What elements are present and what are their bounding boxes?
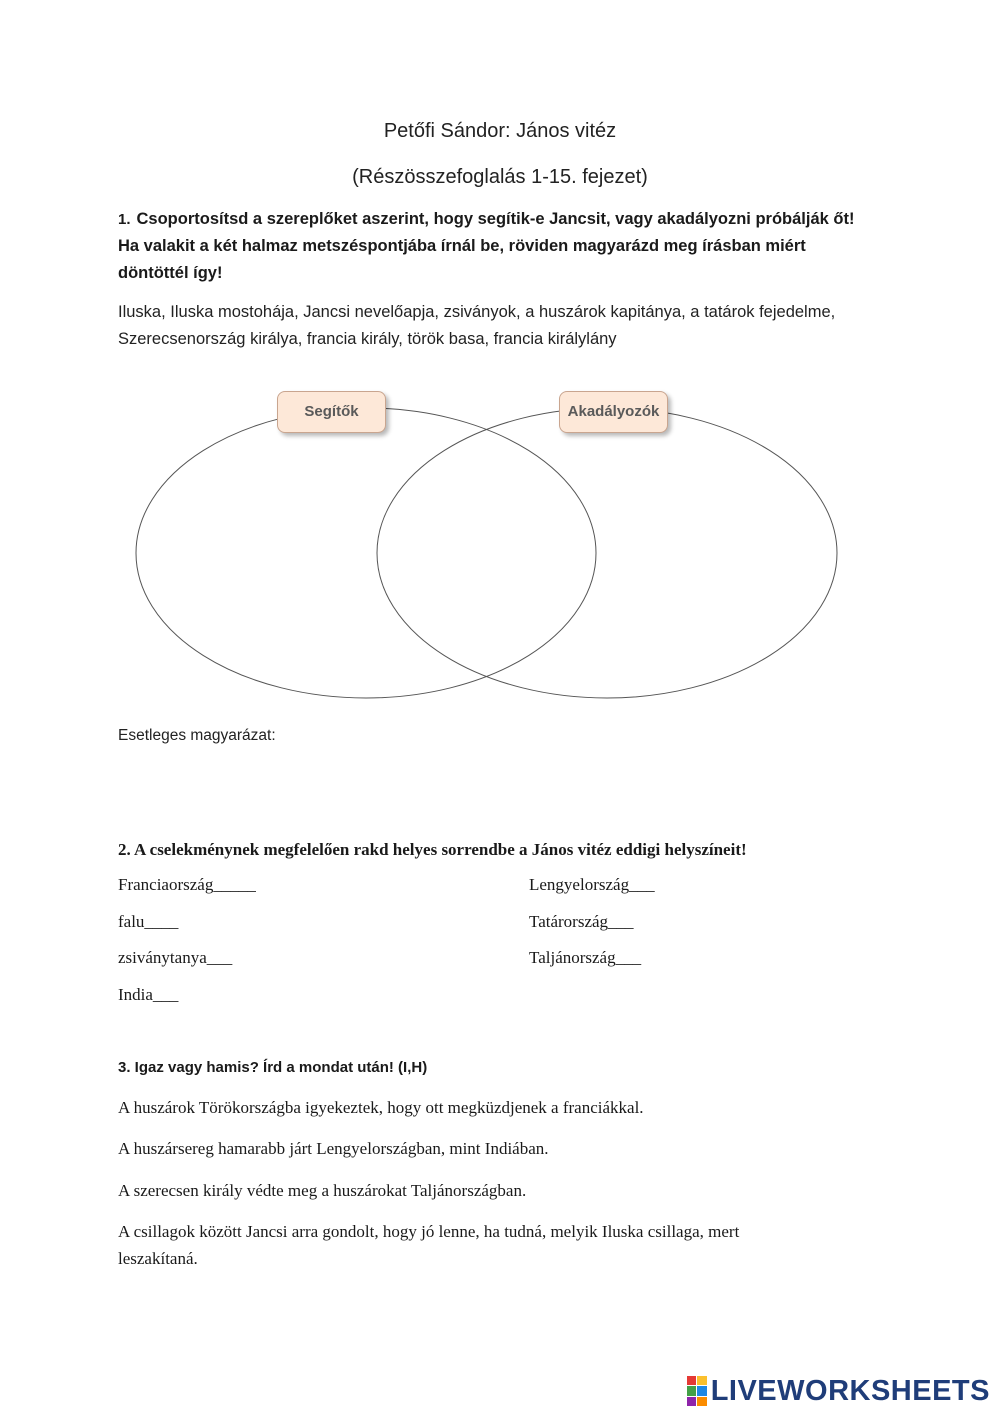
- explanation-label: Esetleges magyarázat:: [118, 727, 276, 744]
- venn-diagram: [0, 380, 1000, 710]
- logo-blocks-icon: [687, 1376, 707, 1406]
- statement[interactable]: A huszársereg hamarabb járt Lengyelországban, mint Indiában.: [118, 1139, 549, 1158]
- statement[interactable]: A szerecsen király védte meg a huszárokat Taljánországban.: [118, 1181, 527, 1200]
- venn-left-circle[interactable]: [136, 408, 596, 698]
- page-title: Petőfi Sándor: János vitéz: [383, 120, 617, 142]
- liveworksheets-logo: [687, 1374, 990, 1408]
- task1-instruction: [118, 206, 878, 287]
- task2-instruction: 2. A cselekménynek megfelelően rakd helyes sorrendbe a János vitéz eddigi helyszíneit!: [118, 840, 747, 859]
- venn-right-circle[interactable]: [377, 408, 837, 698]
- statement[interactable]: A huszárok Törökországba igyekeztek, hogy ott megküzdjenek a franciákkal.: [118, 1098, 644, 1117]
- task1-instruction-text: Csoportosítsd a szereplőket aszerint, hogy segítik-e Jancsit, vagy akadályozni próbálják őt! Ha valakit a két halmaz metszéspontjába írnál be, röviden magyarázd meg írásban miért döntöttél így!: [118, 210, 855, 282]
- logo-text: LIVEWORKSHEETS: [710, 1374, 990, 1407]
- place-item[interactable]: Franciaország_____: [118, 875, 256, 894]
- venn-right-label: Akadályozók: [559, 391, 668, 433]
- page-subtitle: (Részösszefoglalás 1-15. fejezet): [352, 166, 648, 188]
- place-item[interactable]: Lengyelország___: [529, 875, 655, 894]
- task3-instruction: 3. Igaz vagy hamis? Írd a mondat után! (I,H): [118, 1059, 428, 1076]
- place-item[interactable]: zsiványtanya___: [118, 948, 233, 967]
- venn-left-label: Segítők: [277, 391, 386, 433]
- character-list: Iluska, Iluska mostohája, Jancsi nevelőapja, zsiványok, a huszárok kapitánya, a tatárok fejedelme, Szerecsenország királya, francia király, török basa, francia királylány: [118, 303, 836, 348]
- place-item[interactable]: falu____: [118, 912, 179, 931]
- place-item[interactable]: Taljánország___: [529, 948, 642, 967]
- place-item[interactable]: Tatárország___: [529, 912, 634, 931]
- place-item[interactable]: India___: [118, 985, 179, 1004]
- task1-number: 1.: [118, 211, 131, 228]
- statement[interactable]: A csillagok között Jancsi arra gondolt, hogy jó lenne, ha tudná, melyik Iluska csillaga, mert leszakítaná.: [118, 1222, 740, 1268]
